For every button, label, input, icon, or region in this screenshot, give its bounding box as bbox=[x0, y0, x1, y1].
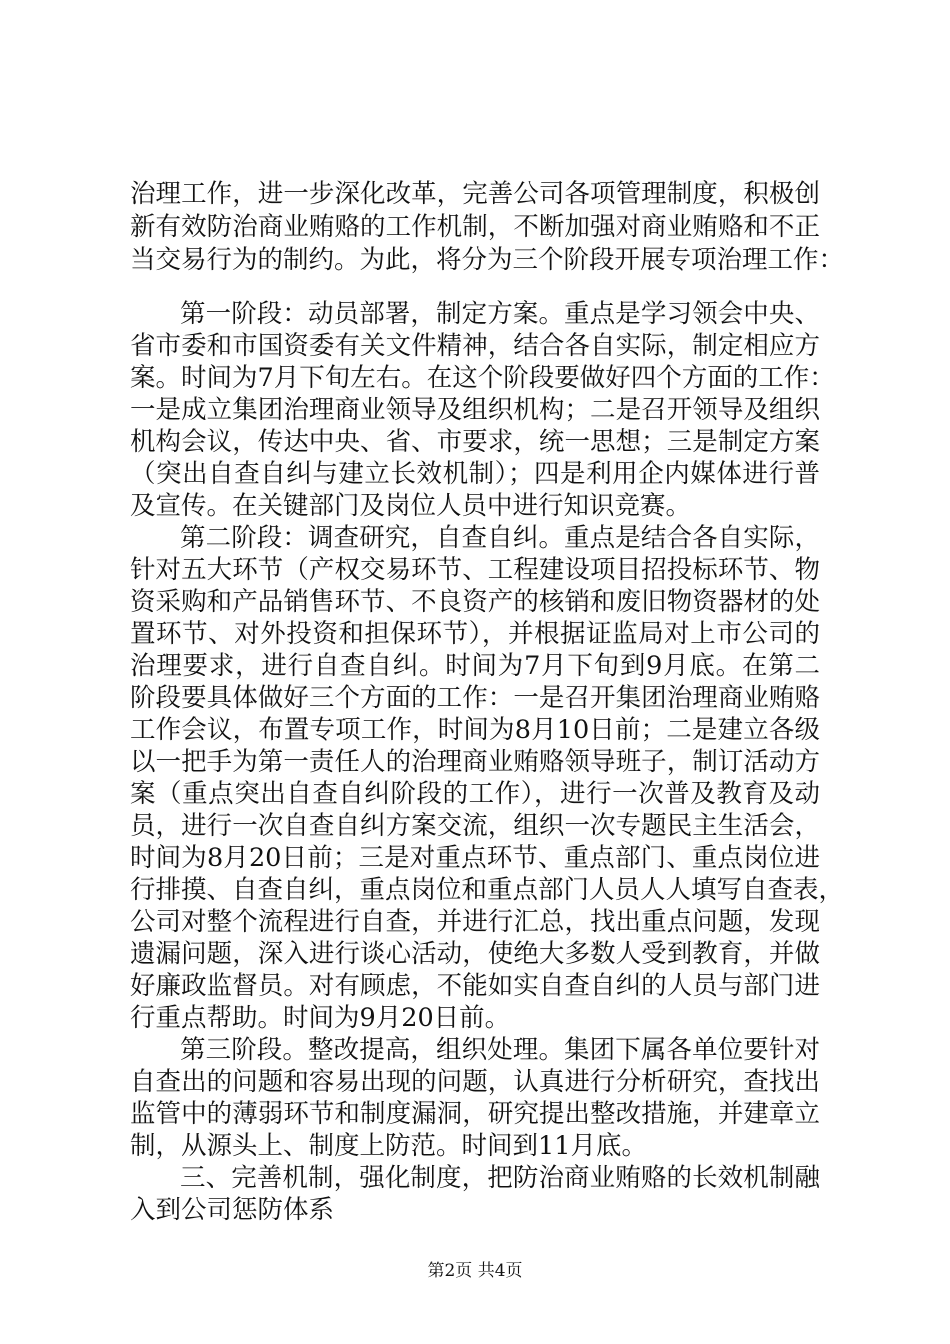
paragraph-intro-line: 当交易行为的制约。为此，将分为三个阶段开展专项治理工作： bbox=[130, 245, 845, 275]
paragraph-phase-three-line: 监管中的薄弱环节和制度漏洞，研究提出整改措施，并建章立 bbox=[130, 1099, 820, 1129]
paragraph-phase-two-line: 员，进行一次自查自纠方案交流，组织一次专题民主生活会， bbox=[130, 811, 820, 841]
paragraph-phase-two-line: 好廉政监督员。对有顾虑，不能如实自查自纠的人员与部门进 bbox=[130, 971, 820, 1001]
paragraph-phase-two-line: 遗漏问题，深入进行谈心活动，使绝大多数人受到教育，并做 bbox=[130, 939, 820, 969]
paragraph-phase-one-line: 一是成立集团治理商业领导及组织机构；二是召开领导及组织 bbox=[130, 395, 820, 425]
paragraph-phase-two-line: 工作会议，布置专项工作，时间为8月10日前；二是建立各级 bbox=[130, 715, 820, 745]
paragraph-phase-two-line: 置环节、对外投资和担保环节），并根据证监局对上市公司的 bbox=[130, 619, 820, 649]
paragraph-intro-line: 治理工作，进一步深化改革，完善公司各项管理制度，积极创 bbox=[130, 179, 820, 209]
page-footer: 第2页 共4页 bbox=[427, 1261, 523, 1281]
paragraph-phase-three-line: 第三阶段。整改提高，组织处理。集团下属各单位要针对 bbox=[180, 1035, 820, 1065]
paragraph-phase-one-line: 案。时间为7月下旬左右。在这个阶段要做好四个方面的工作： bbox=[130, 363, 835, 393]
paragraph-phase-two-line: 行排摸、自查自纠，重点岗位和重点部门人员人人填写自查表， bbox=[130, 875, 845, 905]
paragraph-phase-two-line: 阶段要具体做好三个方面的工作：一是召开集团治理商业贿赂 bbox=[130, 683, 820, 713]
paragraph-phase-two-line: 时间为8月20日前；三是对重点环节、重点部门、重点岗位进 bbox=[130, 843, 820, 873]
paragraph-phase-two-line: 案（重点突出自查自纠阶段的工作），进行一次普及教育及动 bbox=[130, 779, 820, 809]
paragraph-phase-three-line: 自查出的问题和容易出现的问题，认真进行分析研究，查找出 bbox=[130, 1067, 820, 1097]
paragraph-phase-two-line: 以一把手为第一责任人的治理商业贿赂领导班子，制订活动方 bbox=[130, 747, 820, 777]
paragraph-section-three-line: 入到公司惩防体系 bbox=[130, 1195, 335, 1225]
paragraph-phase-one-line: （突出自查自纠与建立长效机制）；四是利用企内媒体进行普 bbox=[130, 459, 820, 489]
paragraph-section-three-line: 三、完善机制，强化制度，把防治商业贿赂的长效机制融 bbox=[180, 1163, 820, 1193]
paragraph-phase-two-line: 公司对整个流程进行自查，并进行汇总，找出重点问题，发现 bbox=[130, 907, 820, 937]
paragraph-phase-one-line: 机构会议，传达中央、省、市要求，统一思想；三是制定方案 bbox=[130, 427, 820, 457]
paragraph-phase-two-line: 第二阶段：调查研究，自查自纠。重点是结合各自实际， bbox=[180, 523, 820, 553]
paragraph-phase-one-line: 第一阶段：动员部署，制定方案。重点是学习领会中央、 bbox=[180, 299, 820, 329]
paragraph-intro-line: 新有效防治商业贿赂的工作机制，不断加强对商业贿赂和不正 bbox=[130, 212, 820, 242]
paragraph-phase-one-line: 省市委和市国资委有关文件精神，结合各自实际，制定相应方 bbox=[130, 331, 820, 361]
paragraph-phase-two-line: 行重点帮助。时间为9月20日前。 bbox=[130, 1003, 511, 1033]
paragraph-phase-three-line: 制，从源头上、制度上防范。时间到11月底。 bbox=[130, 1131, 647, 1161]
paragraph-phase-one-line: 及宣传。在关键部门及岗位人员中进行知识竞赛。 bbox=[130, 491, 692, 521]
paragraph-phase-two-line: 资采购和产品销售环节、不良资产的核销和废旧物资器材的处 bbox=[130, 587, 820, 617]
paragraph-phase-two-line: 针对五大环节（产权交易环节、工程建设项目招投标环节、物 bbox=[130, 555, 820, 585]
paragraph-phase-two-line: 治理要求，进行自查自纠。时间为7月下旬到9月底。在第二 bbox=[130, 651, 820, 681]
